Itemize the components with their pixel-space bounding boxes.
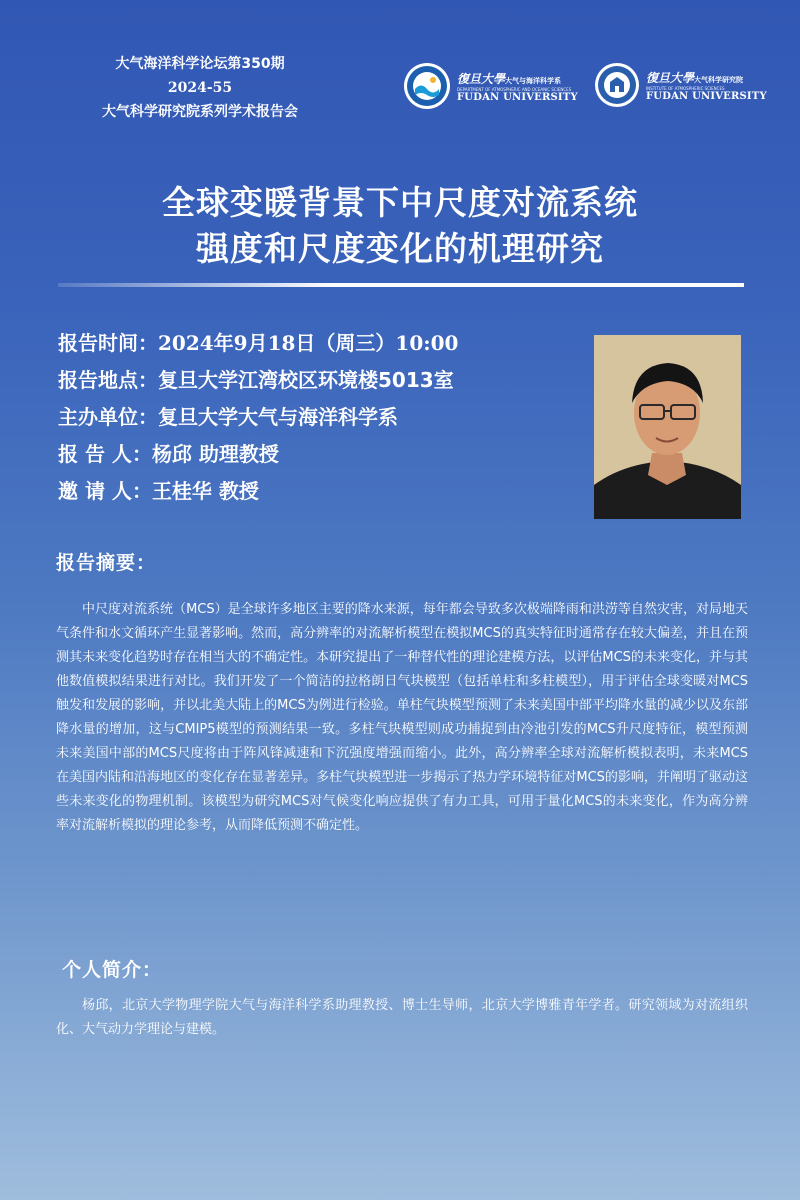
title-line-2: 强度和尺度变化的机理研究 — [196, 229, 604, 268]
issue-number: 2024-55 — [167, 80, 233, 96]
institute-logo-en-small: INSTITUTE OF ATMOSPHERIC SCIENCES — [646, 85, 725, 91]
institute-logo-cn-sub: 大气科学研究院 — [694, 74, 744, 84]
institute-logo-cn: 復旦大學 — [646, 70, 695, 85]
institute-logo — [594, 62, 767, 108]
info-row-speaker — [58, 439, 458, 476]
host-value: 复旦大学大气与海洋科学系 — [158, 405, 398, 429]
wave-emblem-icon — [403, 62, 451, 110]
dept-logo-en: FUDAN UNIVERSITY — [457, 91, 578, 103]
event-info — [58, 328, 458, 513]
speaker-photo — [594, 335, 741, 519]
info-row-inviter — [58, 476, 458, 513]
host-label: 主办单位 — [58, 405, 138, 429]
talk-title — [0, 180, 800, 272]
inviter-label: 邀 请 人 — [58, 479, 132, 503]
series-line: 大气科学研究院系列学术报告会 — [102, 104, 298, 120]
speaker-label: 报 告 人 — [58, 442, 132, 466]
place-value: 复旦大学江湾校区环境楼5013室 — [158, 368, 454, 392]
title-divider — [58, 283, 744, 287]
speaker-portrait-icon — [594, 335, 741, 519]
title-line-1: 全球变暖背景下中尺度对流系统 — [162, 183, 638, 222]
bio-heading: 个人简介： — [62, 959, 163, 981]
forum-header — [60, 52, 340, 124]
place-label: 报告地点 — [58, 368, 138, 392]
dept-logo-cn: 復旦大學 — [457, 71, 506, 86]
abstract-heading: 报告摘要： — [56, 552, 157, 574]
speaker-value: 杨邱 助理教授 — [151, 442, 279, 466]
forum-line: 大气海洋科学论坛第350期 — [115, 56, 285, 72]
institute-logo-en: FUDAN UNIVERSITY — [646, 90, 767, 102]
dept-logo-en-small: DEPARTMENT OF ATMOSPHERIC AND OCEANIC SCIENCES — [457, 86, 572, 92]
time-value: 2024年9月18日（周三）10:00 — [158, 331, 459, 355]
abstract-text: 中尺度对流系统（MCS）是全球许多地区主要的降水来源，每年都会导致多次极端降雨和洪涝等自然灾害，对局地天气条件和水文循环产生显著影响。然而，高分辨率的对流解析模型在模拟MCS的真实特征时通常存在较大偏差，并且在预测其未来变化趋势时存在相当大的不确定性。本研究提出了一种替代性的理论建模方法，以评估MCS的未来变化，并与其他数值模拟结果进行对比。我们开发了一个简洁的拉格朗日气块模型（包括单柱和多柱模型），用于评估全球变暖对MCS触发和发展的影响，并以北美大陆上的MCS为例进行检验。单柱气块模型预测了未来美国中部平均降水量的减少以及东部降水量的增加，这与CMIP5模型的预测结果一致。多柱气块模型则成功捕捉到由冷池引发的MCS升尺度特征，模型预测未来美国中部的MCS尺度将由于阵风锋减速和下沉强度增强而缩小。此外，高分辨率全球对流解析模拟表明，未来MCS在美国内陆和沿海地区的变化存在显著差异。多柱气块模型进一步揭示了热力学环境特征对MCS的影响，并阐明了驱动这些未来变化的物理机制。该模型为研究MCS对气候变化响应提供了有力工具，可用于量化MCS的未来变化，作为高分辨率对流解析模拟的理论参考，从而降低预测不确定性。 — [56, 602, 748, 833]
time-label: 报告时间 — [58, 331, 138, 355]
bio-text: 杨邱，北京大学物理学院大气与海洋科学系助理教授、博士生导师，北京大学博雅青年学者。研究领域为对流组织化、大气动力学理论与建模。 — [56, 998, 748, 1037]
dept-logo-cn-sub: 大气与海洋科学系 — [505, 75, 562, 85]
colon: ： — [138, 331, 158, 355]
dept-logo — [403, 62, 578, 110]
info-row-host — [58, 402, 458, 439]
colon: ： — [138, 368, 158, 392]
info-row-time — [58, 328, 458, 365]
inviter-value: 王桂华 教授 — [151, 479, 259, 503]
colon: ： — [138, 405, 158, 429]
fudan-seal-icon — [594, 62, 640, 108]
info-row-place — [58, 365, 458, 402]
colon: ： — [131, 442, 152, 466]
colon: ： — [131, 479, 152, 503]
